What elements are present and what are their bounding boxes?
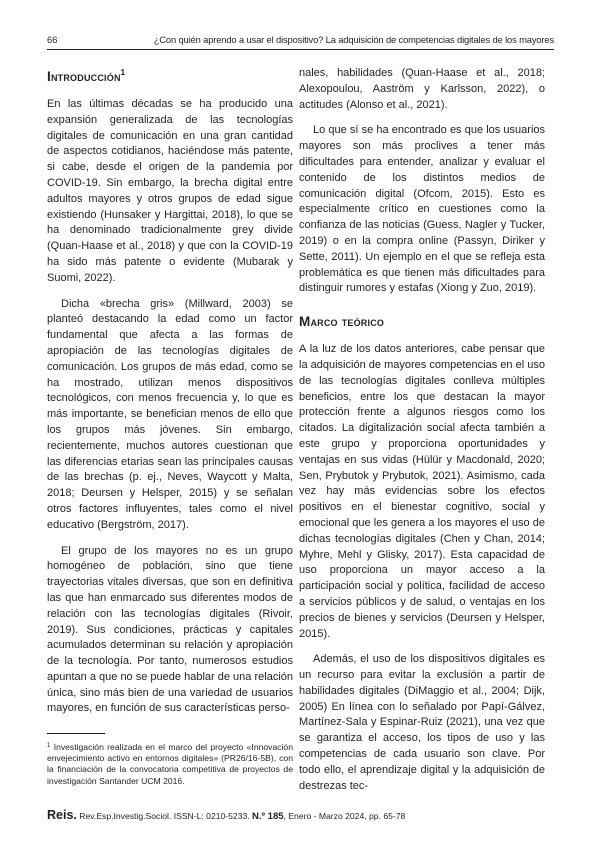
footnote: $^1$ Investigación realizada en el marco del proyecto «Innovación envejecimiento activo en entornos digitales» (PR26/16-5B), con la financiación de la convocatoria competitiva de proyectos de investigación Santander UCM 2016. [47, 742, 293, 786]
section-title-marco-teorico: Marco teórico [299, 314, 385, 330]
right-column [299, 66, 545, 804]
paragraph: En las últimas décadas se ha producido una expansión generalizada de las tecnologías digitales de comunicación en una gran cantidad de aspectos cotidianos, haciéndose más patente, si cabe, desde el origen de la pandemia por COVID-19. Sin embargo, la brecha digital entre adultos mayores y otros grupos de edad sigue existiendo (Hunsaker y Hargittai, 2018), lo que se ha denominado tradicionalmente grey divide (Quan-Haase et al., 2018) y que con la COVID-19 ha sido más patente o evidente (Mubarak y Suomi, 2022). [47, 98, 293, 284]
running-header [47, 34, 554, 50]
section-title-introduccion: Introducción$^1$ [47, 68, 126, 84]
running-title: ¿Con quién aprendo a usar el dispositivo? La adquisición de competencias digitales de los mayores [153, 34, 554, 45]
footnote-marker: 1 [120, 68, 126, 77]
journal-brand: Reis. [47, 808, 77, 822]
paragraph: Además, el uso de los dispositivos digitales es un recurso para evitar la exclusión a partir de habilidades digitales (DiMaggio et al., 2004; Dijk, 2005) En línea con lo señalado por Papí-Gálvez, Martínez-Sala y Espinar-Ruiz (2021), una vez que se garantiza el acceso, los tipos de uso y las competencias de cada usuario son clave. Por todo ello, el aprendizaje digital y la adquisición de destrezas tec- [299, 653, 545, 792]
paragraph: Lo que sí se ha encontrado es que los usuarios mayores son más proclives a tener más dificultades para entender, analizar y evaluar el contenido de los distintos medios de comunicación digital (Ofcom, 2015). Esto es especialmente crítico en cuestiones como la confianza de las noticias (Guess, Nagler y Tucker, 2019) o en la compra online (Passyn, Diriker y Sette, 2011). Un ejemplo en el que se refleja esta problemática es que tienen más dificultades para distinguir rumores y estafas (Xiong y Zuo, 2019). [299, 124, 545, 295]
page-number: 66 [47, 34, 58, 45]
paragraph: nales, habilidades (Quan-Haase et al., 2018; Alexopoulou, Aaström y Karlsson, 2022), o actitudes (Alonso et al., 2021). [299, 67, 545, 111]
journal-info: Rev.Esp.Investig.Sociol. ISSN-L: 0210-5233. [79, 811, 250, 821]
left-column [47, 64, 293, 797]
footnote-rule [47, 733, 105, 734]
journal-issue: , Enero - Marzo 2024, pp. 65-78 [283, 811, 406, 821]
paragraph: El grupo de los mayores no es un grupo homogéneo de población, sino que tiene trayectorias vitales diversas, que son en definitiva las que han enmarcado sus diferentes modos de relación con las tecnologías digitales (Rivoir, 2019). Sus condiciones, prácticas y capitales acumulados determinan su relación y apropiación de la tecnología. Por tanto, numerosos estudios apuntan a que no se puede hablar de una relación única, sino más bien de una variedad de usuarios mayores, en función de sus características perso- [47, 544, 293, 715]
journal-volume: N.º 185 [252, 811, 284, 822]
paragraph: A la luz de los datos anteriores, cabe pensar que la adquisición de mayores competencias en el uso de las tecnologías digitales conlleva múltiples beneficios, entre los que destacan la mayor protección frente a algunos riesgos como los citados. La digitalización social afecta también a este grupo y proporciona oportunidades y ventajas en sus vidas (Hülür y Macdonald, 2020; Sen, Prybutok y Prybutok, 2021). Asimismo, cada vez hay más evidencias sobre los efectos positivos en el bienestar cognitivo, social y emocional que les genera a los mayores el uso de dichas tecnologías digitales (Chen y Chan, 2014; Myhre, Mehl y Glisky, 2017). Esta capacidad de uso proporciona un mayor acceso a la participación social y política, facilidad de acceso a servicios públicos y de salud, o ventajas en los precios de bienes y servicios (Deursen y Helsper, 2015). [299, 343, 545, 640]
header-rule [47, 49, 554, 50]
page-footer [47, 808, 554, 822]
paragraph: Dicha «brecha gris» (Millward, 2003) se planteó destacando la edad como un factor fundamental que afecta a las formas de apropiación de las tecnologías digitales de comunicación. Los grupos de más edad, como se ha mostrado, utilizan menos dispositivos tecnológicos, con menos frecuencia y, lo que es más importante, se benefician menos de ello que los grupos más jóvenes. Sin embargo, recientemente, muchos autores cuestionan que las diferencias etarias sean las principales causas de las brechas (p. ej., Neves, Waycott y Malta, 2018; Deursen y Helsper, 2015) y se señalan otros factores influyentes, tales como el nivel educativo (Bergström, 2017). [47, 297, 293, 531]
